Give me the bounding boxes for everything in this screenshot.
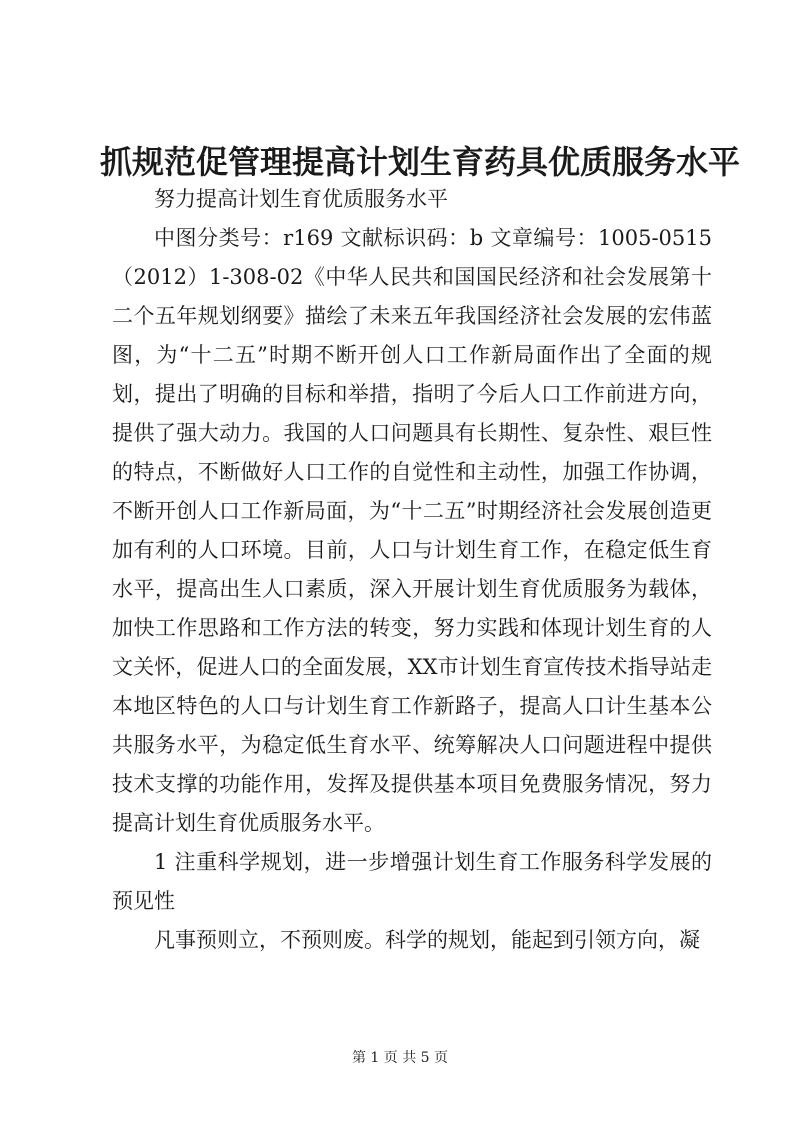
body-paragraph: 中图分类号：r169 文献标识码：b 文章编号：1005-0515（2012）1-308-02《中华人民共和国国民经济和社会发展第十二个五年规划纲要》描绘了未来五年我国经济社会发展的宏伟蓝图，为“十二五”时期不断开创人口工作新局面作出了全面的规划，提出了明确的目标和举措，指明了今后人口工作前进方向，提供了强大动力。我国的人口问题具有长期性、复杂性、艰巨性的特点，不断做好人口工作的自觉性和主动性，加强工作协调，不断开创人口工作新局面，为“十二五”时期经济社会发展创造更加有利的人口环境。目前，人口与计划生育工作，在稳定低生育水平，提高出生人口素质，深入开展计划生育优质服务为载体，加快工作思路和工作方法的转变，努力实践和体现计划生育的人文关怀，促进人口的全面发展，XX市计划生育宣传技术指导站走本地区特色的人口与计划生育工作新路子，提高人口计生基本公共服务水平，为稳定低生育水平、统筹解决人口问题进程中提供技术支撑的功能作用，发挥及提供基本项目免费服务情况，努力提高计划生育优质服务水平。: [112, 226, 712, 835]
subtitle-paragraph: 努力提高计划生育优质服务水平: [154, 187, 448, 211]
body-paragraph: 凡事预则立，不预则废。科学的规划，能起到引领方向，凝: [154, 928, 700, 952]
document-body: [112, 180, 712, 960]
section-heading-paragraph: 1 注重科学规划，进一步增强计划生育工作服务科学发展的预见性: [112, 850, 712, 913]
document-title: 抓规范促管理提高计划生育药具优质服务水平: [100, 143, 741, 181]
page-number-footer: 第 1 页 共 5 页: [351, 1050, 449, 1066]
